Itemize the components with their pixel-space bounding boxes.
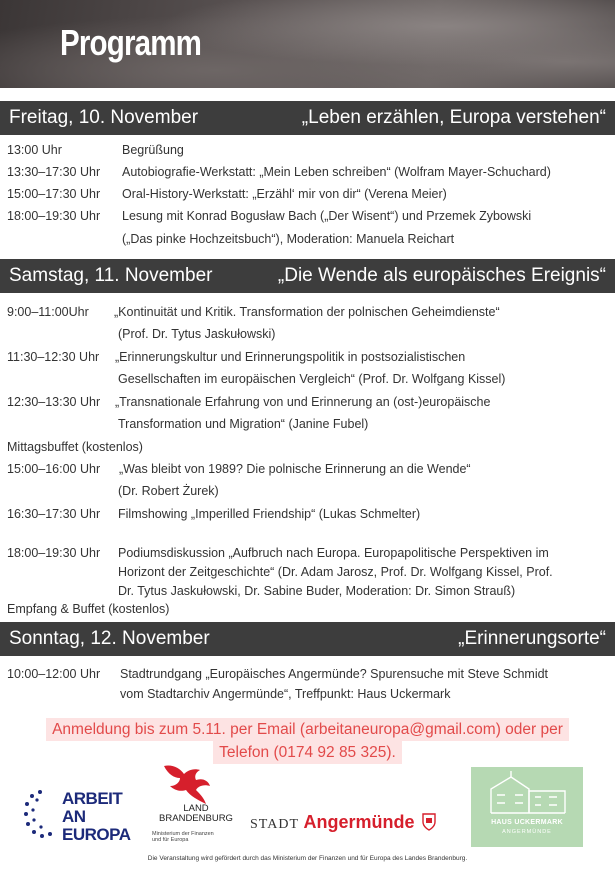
event-description: Lesung mit Konrad Bogusław Bach („Der Wisent“) und Przemek Zybowski	[122, 209, 532, 223]
time-slot: 15:00–17:30 Uhr	[7, 187, 101, 201]
event-description-continued: vom Stadtarchiv Angermünde“, Treffpunkt: Haus Uckermark	[120, 687, 451, 701]
meal-note: Mittagsbuffet (kostenlos)	[7, 440, 143, 454]
event-description-continued: (Dr. Robert Żurek)	[118, 484, 219, 498]
event-description-continued: Dr. Tytus Jaskułowski, Dr. Sabine Buder, Moderation: Dr. Simon Strauß)	[118, 584, 516, 598]
event-description-continued: Transformation und Migration“ (Janine Fubel)	[118, 417, 369, 431]
logo-text: LAND	[183, 803, 209, 814]
day-label: Samstag, 11. November	[9, 265, 213, 286]
event-description: „Kontinuität und Kritik. Transformation der polnischen Geheimdienste“	[114, 305, 500, 319]
logo-text: und für Europa	[152, 837, 189, 843]
arbeit-an-europa-logo	[24, 784, 144, 848]
registration-line: Telefon (0174 92 85 325).	[213, 741, 402, 764]
brandenburg-logo	[150, 760, 240, 852]
event-description: Podiumsdiskussion „Aufbruch nach Europa. Europapolitische Perspektiven im	[118, 546, 549, 560]
logo-text: Ministerium der Finanzen	[152, 831, 214, 837]
day-theme: „Die Wende als europäisches Ereignis“	[277, 265, 606, 286]
day-theme: „Erinnerungsorte“	[458, 628, 606, 649]
eagle-icon	[150, 760, 240, 806]
event-description: „Erinnerungskultur und Erinnerungspolitik in postsozialistischen	[115, 350, 466, 364]
event-description-continued: Horizont der Zeitgeschichte“ (Dr. Adam Jarosz, Prof. Dr. Wolfgang Kissel, Prof.	[118, 565, 553, 579]
event-description-continued: (Prof. Dr. Tytus Jaskułowski)	[118, 327, 276, 341]
haus-uckermark-logo	[471, 767, 583, 847]
day-bar-sunday	[0, 622, 615, 656]
coat-of-arms-icon	[422, 813, 436, 831]
time-slot: 16:30–17:30 Uhr	[7, 507, 101, 521]
event-description: Begrüßung	[122, 143, 184, 157]
funding-note: Die Veranstaltung wird gefördert durch das Ministerium der Finanzen und für Europa des Landes Brandenburg.	[147, 855, 468, 862]
logo-text: BRANDENBURG	[159, 813, 233, 824]
reception-note: Empfang & Buffet (kostenlos)	[7, 602, 170, 616]
time-slot: 13:00 Uhr	[7, 143, 62, 157]
day-theme: „Leben erzählen, Europa verstehen“	[301, 107, 606, 128]
day-label: Sonntag, 12. November	[9, 628, 210, 649]
time-slot: 10:00–12:00 Uhr	[7, 667, 101, 681]
header-banner	[0, 0, 615, 88]
logo-text: STADT	[250, 817, 299, 832]
logo-text: AN	[62, 807, 86, 826]
page-title: Programm	[60, 22, 202, 63]
event-description: „Transnationale Erfahrung von und Erinnerung an (ost-)europäische	[115, 395, 491, 409]
day-label: Freitag, 10. November	[9, 107, 199, 128]
event-description-continued: Gesellschaften im europäischen Vergleich“ (Prof. Dr. Wolfgang Kissel)	[118, 372, 506, 386]
stadt-angermuende-logo	[250, 812, 436, 842]
event-description: Filmshowing „Imperilled Friendship“ (Lukas Schmelter)	[118, 507, 421, 521]
day-bar-friday	[0, 101, 615, 135]
time-slot: 11:30–12:30 Uhr	[7, 350, 100, 364]
time-slot: 12:30–13:30 Uhr	[7, 395, 101, 409]
logo-text: Angermünde	[303, 812, 415, 832]
time-slot: 9:00–11:00Uhr	[7, 305, 89, 319]
registration-line: Anmeldung bis zum 5.11. per Email (arbeitaneuropa@gmail.com) oder per	[46, 718, 569, 741]
house-icon	[471, 767, 583, 817]
day-bar-saturday	[0, 259, 615, 293]
logo-text: ARBEIT	[62, 789, 123, 808]
time-slot: 18:00–19:30 Uhr	[7, 209, 101, 223]
event-description: Stadtrundgang „Europäisches Angermünde? Spurensuche mit Steve Schmidt	[120, 667, 549, 681]
logo-text: HAUS UCKERMARK	[491, 819, 563, 826]
eu-stars-icon	[24, 784, 64, 848]
logo-text: ANGERMÜNDE	[502, 829, 552, 835]
event-description: „Was bleibt von 1989? Die polnische Erinnerung an die Wende“	[119, 462, 471, 476]
logo-text: EUROPA	[62, 825, 131, 844]
time-slot: 13:30–17:30 Uhr	[7, 165, 101, 179]
event-description: Autobiografie-Werkstatt: „Mein Leben schreiben“ (Wolfram Mayer-Schuchard)	[122, 165, 551, 179]
time-slot: 18:00–19:30 Uhr	[7, 546, 101, 560]
event-description: Oral-History-Werkstatt: „Erzähl‘ mir von dir“ (Verena Meier)	[122, 187, 447, 201]
event-description-continued: („Das pinke Hochzeitsbuch“), Moderation: Manuela Reichart	[122, 232, 455, 246]
time-slot: 15:00–16:00 Uhr	[7, 462, 101, 476]
sponsor-logos	[0, 760, 615, 855]
